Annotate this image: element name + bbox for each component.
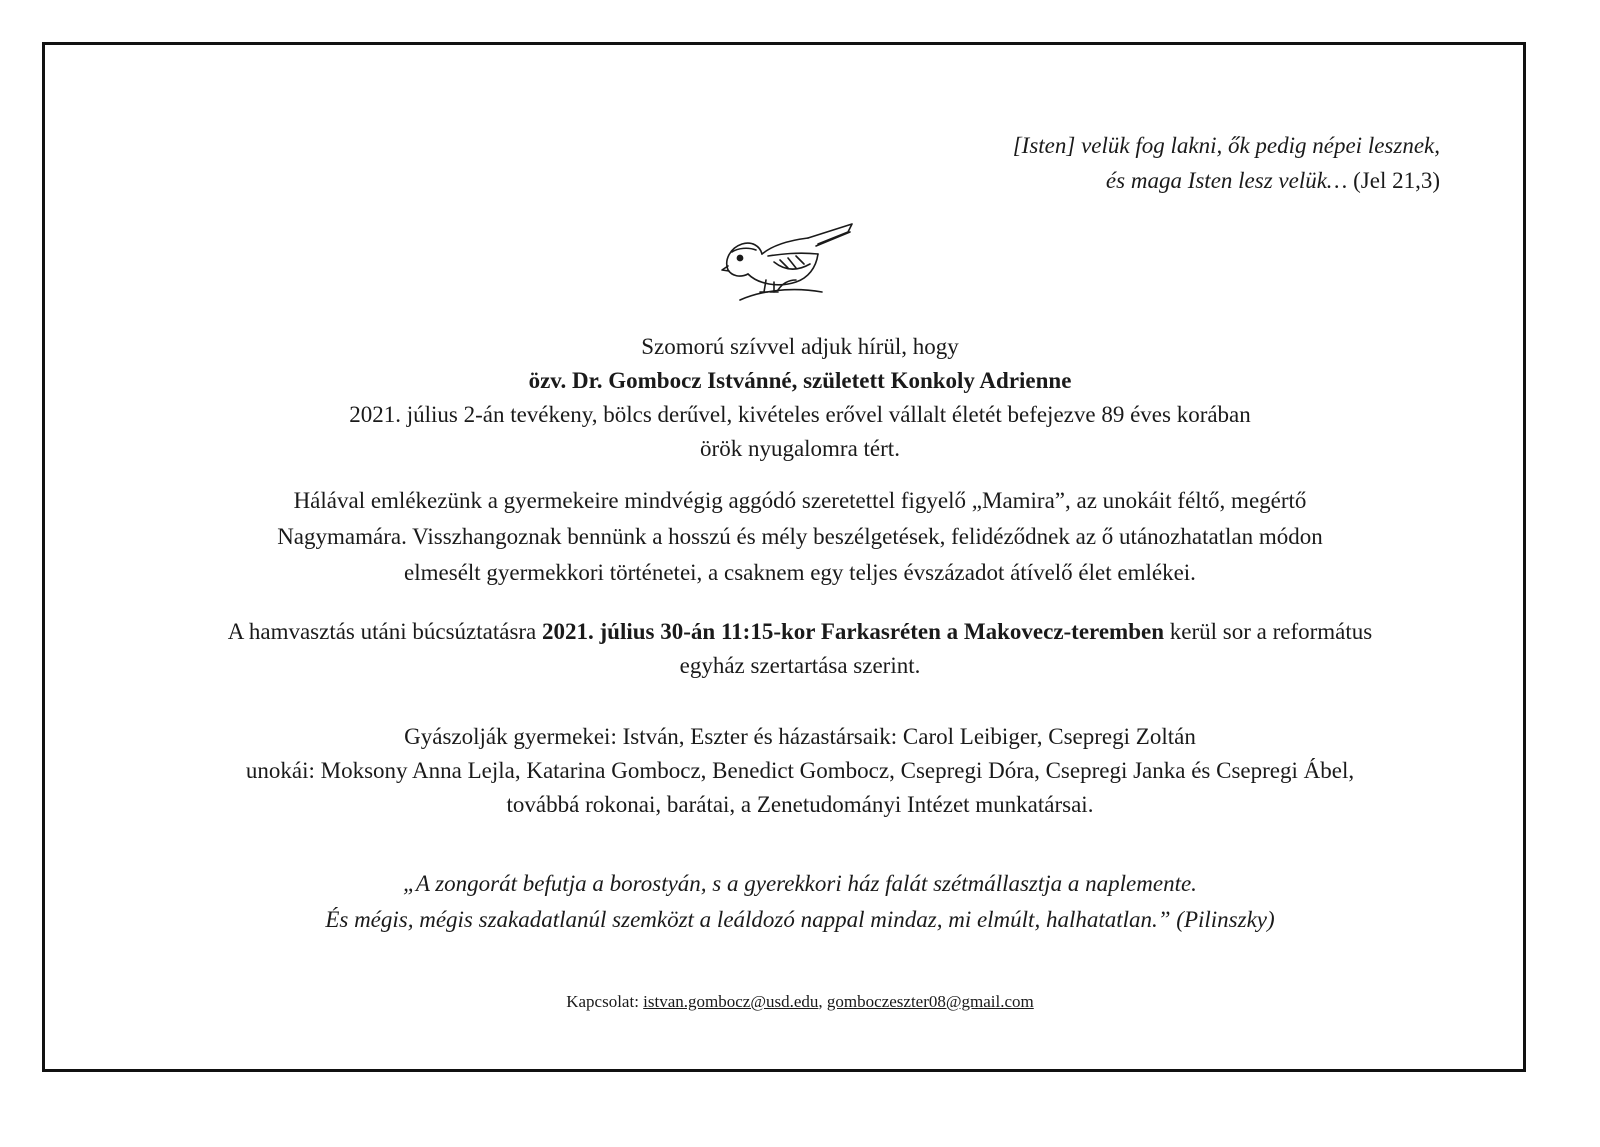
- death-announcement: [90, 330, 1510, 466]
- contact-info: [90, 990, 1510, 1014]
- epigraph-line-1: [Isten] velük fog lakni, ők pedig népei lesznek,: [1012, 133, 1440, 158]
- contact-email-1[interactable]: istvan.gombocz@usd.edu: [643, 992, 819, 1011]
- closing-quote: [90, 866, 1510, 938]
- mourners-children: Gyászolják gyermekei: István, Eszter és házastársaik: Carol Leibiger, Csepregi Zoltán: [404, 724, 1196, 749]
- contact-separator: ,: [818, 992, 823, 1011]
- funeral-intro: A hamvasztás utáni búcsúztatásra: [227, 619, 537, 644]
- memory-line-2: Nagymamára. Visszhangoznak bennünk a hosszú és mély beszélgetések, felidéződnek az ő utánozhatatlan módon: [277, 524, 1323, 549]
- funeral-continuation: kerül sor a református: [1169, 619, 1373, 644]
- mourners-others: továbbá rokonai, barátai, a Zenetudományi Intézet munkatársai.: [506, 792, 1094, 817]
- mourners-list: [90, 720, 1510, 822]
- epigraph-line-2: és maga Isten lesz velük…: [1105, 168, 1348, 193]
- quote-line-2: És mégis, mégis szakadatlanúl szemközt a leáldozó nappal mindaz, mi elmúlt, halhatatlan.” (Pilinszky): [325, 907, 1275, 932]
- epigraph: [1013, 128, 1440, 198]
- announcement-closing: örök nyugalomra tért.: [700, 436, 900, 461]
- funeral-details: [90, 615, 1510, 683]
- funeral-date-location: 2021. július 30-án 11:15-kor Farkasréten a Makovecz-teremben: [542, 619, 1165, 644]
- memory-paragraph: [90, 483, 1510, 591]
- contact-label: Kapcsolat:: [566, 992, 639, 1011]
- epigraph-reference: (Jel 21,3): [1353, 168, 1440, 193]
- announcement-intro: Szomorú szívvel adjuk hírül, hogy: [641, 334, 959, 359]
- announcement-details: 2021. július 2-án tevékeny, bölcs derűvel, kivételes erővel vállalt életét befejezve 89 éves korában: [349, 402, 1251, 427]
- deceased-name: özv. Dr. Gombocz Istvánné, született Konkoly Adrienne: [528, 368, 1072, 393]
- memory-line-3: elmesélt gyermekkori történetei, a csaknem egy teljes évszázadot átívelő élet emlékei.: [404, 560, 1196, 585]
- contact-email-2[interactable]: gomboczeszter08@gmail.com: [826, 992, 1034, 1011]
- mourners-grandchildren: unokái: Moksony Anna Lejla, Katarina Gombocz, Benedict Gombocz, Csepregi Dóra, Csepregi Janka és Csepregi Ábel,: [245, 758, 1355, 783]
- quote-line-1: „A zongorát befutja a borostyán, s a gyerekkori ház falát szétmállasztja a naplemente.: [403, 871, 1197, 896]
- memory-line-1: Hálával emlékezünk a gyermekeire mindvégig aggódó szeretettel figyelő „Mamira”, az unokáit féltő, megértő: [293, 488, 1307, 513]
- funeral-ceremony: egyház szertartása szerint.: [679, 653, 921, 678]
- bird-sketch-icon: [718, 214, 858, 306]
